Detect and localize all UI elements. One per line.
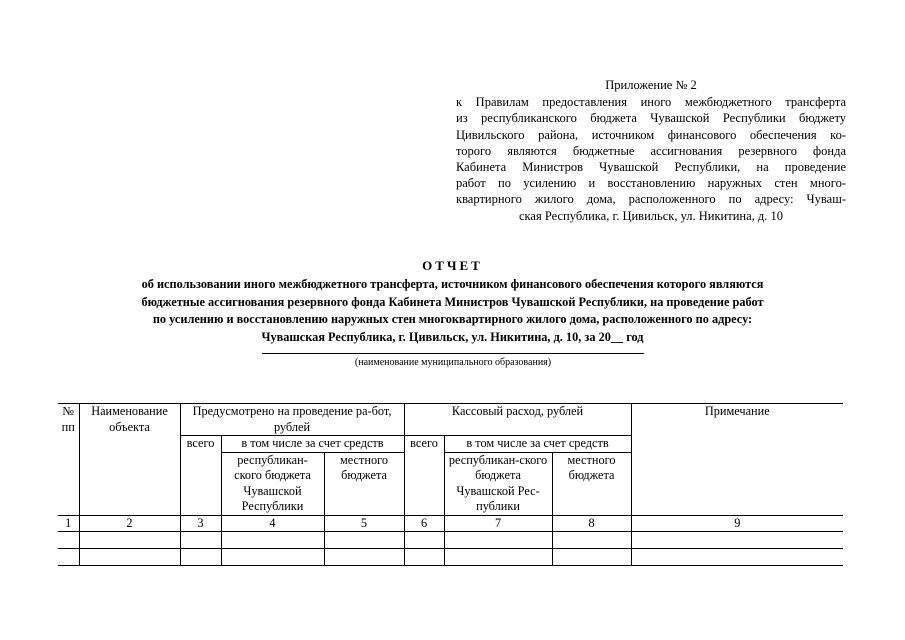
column-number: 3 bbox=[180, 515, 221, 531]
report-subtitle-line: бюджетные ассигнования резервного фонда Кабинета Министров Чувашской Республики, на проведение работ bbox=[141, 294, 764, 309]
header-planned-incl: в том числе за счет средств bbox=[221, 436, 404, 453]
municipality-name-caption: (наименование муниципального образования) bbox=[354, 357, 552, 368]
table-cell bbox=[404, 531, 444, 548]
report-subtitle bbox=[40, 276, 865, 346]
table-cell bbox=[180, 548, 221, 565]
appendix-line: работ по усилению и восстановлению наружных стен много- bbox=[456, 176, 846, 191]
header-cash-incl: в том числе за счет средств bbox=[444, 436, 631, 453]
column-number: 5 bbox=[324, 515, 404, 531]
appendix-line: Кабинета Министров Чувашской Республики, на проведение bbox=[456, 160, 846, 175]
table-cell bbox=[444, 531, 552, 548]
appendix-line: ская Республика, г. Цивильск, ул. Никитина, д. 10 bbox=[519, 208, 783, 223]
appendix-block bbox=[456, 77, 846, 224]
table-cell bbox=[79, 548, 180, 565]
table-cell bbox=[444, 548, 552, 565]
table-cell bbox=[631, 531, 843, 548]
header-planned-total: всего bbox=[180, 436, 221, 516]
table-cell bbox=[552, 548, 631, 565]
column-number: 8 bbox=[552, 515, 631, 531]
table-cell bbox=[631, 548, 843, 565]
table-cell bbox=[221, 548, 324, 565]
column-number: 2 bbox=[79, 515, 180, 531]
header-cash-republic: республикан-ского бюджета Чувашской Рес-публики bbox=[444, 452, 552, 515]
column-number: 7 bbox=[444, 515, 552, 531]
header-note: Примечание bbox=[631, 404, 843, 516]
table-cell bbox=[324, 531, 404, 548]
appendix-line: Цивильского района, источником финансового обеспечения ко- bbox=[456, 127, 846, 142]
appendix-line: к Правилам предоставления иного межбюджетного трансферта bbox=[456, 95, 846, 110]
header-cash-local: местного бюджета bbox=[552, 452, 631, 515]
report-subtitle-line: Чувашская Республика, г. Цивильск, ул. Никитина, д. 10, за 20__ год bbox=[261, 329, 644, 344]
report-title: ОТЧЕТ bbox=[422, 258, 483, 273]
report-subtitle-line: об использовании иного межбюджетного трансферта, источником финансового обеспечения которого являются bbox=[141, 277, 764, 291]
column-number: 6 bbox=[404, 515, 444, 531]
table-cell bbox=[324, 548, 404, 565]
header-planned-local: местного бюджета bbox=[324, 452, 404, 515]
header-planned-republic: республикан-ского бюджета Чувашской Республики bbox=[221, 452, 324, 515]
table-cell bbox=[180, 531, 221, 548]
column-number: 1 bbox=[58, 515, 79, 531]
appendix-line: квартирного жилого дома, расположенного по адресу: Чуваш- bbox=[456, 192, 846, 207]
table-cell bbox=[79, 531, 180, 548]
table-cell bbox=[221, 531, 324, 548]
table-cell bbox=[552, 531, 631, 548]
header-num: № пп bbox=[58, 404, 79, 516]
column-number: 9 bbox=[631, 515, 843, 531]
header-name: Наименование объекта bbox=[79, 404, 180, 516]
table-cell bbox=[58, 548, 79, 565]
appendix-title: Приложение № 2 bbox=[605, 78, 697, 92]
table-row bbox=[58, 548, 843, 565]
report-table bbox=[58, 403, 843, 566]
table-cell bbox=[58, 531, 79, 548]
report-subtitle-line: по усилению и восстановлению наружных стен многоквартирного жилого дома, расположенного по адресу: bbox=[152, 312, 753, 326]
appendix-line: торого являются бюджетные ассигнования резервного фонда bbox=[456, 143, 846, 158]
table-row bbox=[58, 531, 843, 548]
appendix-line: из республиканского бюджета Чувашской Республики бюджету bbox=[456, 111, 846, 126]
header-cash-total: всего bbox=[404, 436, 444, 516]
header-planned: Предусмотрено на проведение ра-бот, рублей bbox=[180, 404, 404, 436]
header-cash: Кассовый расход, рублей bbox=[404, 404, 631, 436]
municipality-name-line bbox=[262, 353, 644, 354]
column-number: 4 bbox=[221, 515, 324, 531]
table-cell bbox=[404, 548, 444, 565]
